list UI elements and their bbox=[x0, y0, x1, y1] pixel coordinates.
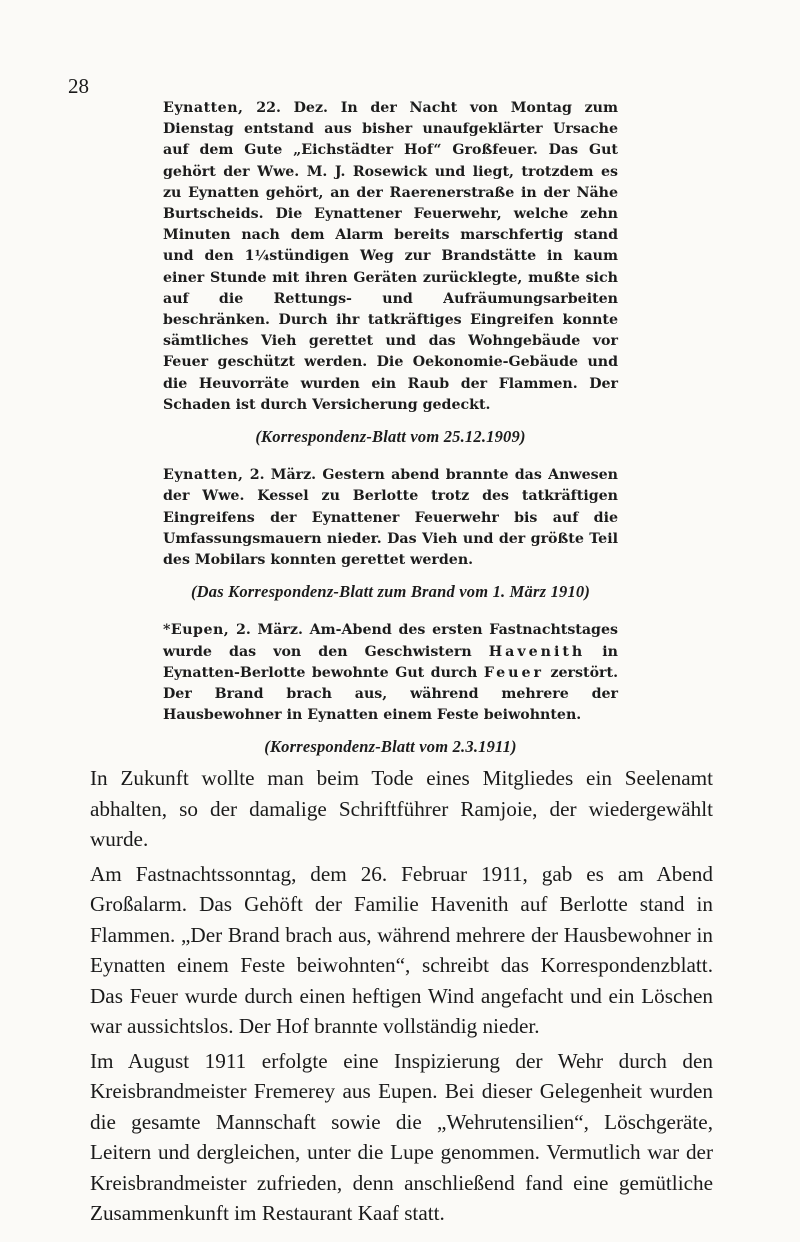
clipping-3-place: *Eupen, bbox=[163, 622, 230, 639]
clipping-3-body-a: 2. März. Am-Abend des ersten Fastnachtstages wurde das von den Geschwistern bbox=[163, 622, 618, 660]
clipping-3-body-b: in Eynatten-Berlotte bewohnte Gut durch bbox=[163, 643, 618, 681]
clipping-2-caption: (Das Korrespondenz-Blatt zum Brand vom 1. März 1910) bbox=[190, 582, 591, 602]
clipping-3-word-feuer: Feuer bbox=[483, 664, 544, 681]
clipping-2-text bbox=[163, 465, 618, 571]
clipping-3-body-c: zerstört. Der Brand brach aus, während mehrere der Hausbewohner in Eynatten einem Feste beiwohnten. bbox=[163, 664, 619, 724]
clipping-3-text bbox=[163, 620, 618, 726]
clipping-2-place: Eynatten, bbox=[163, 467, 244, 484]
clipping-2-body: 2. März. Gestern abend brannte das Anwesen der Wwe. Kessel zu Berlotte trotz des tatkräftigen Eingreifens der Eynattener Feuerwehr bis auf die Umfassungsmauern nieder. Das Vieh und der größte Teil des Mobilars konnten gerettet werden. bbox=[163, 467, 618, 569]
body-paragraph-2: Am Fastnachtssonntag, dem 26. Februar 1911, gab es am Abend Großalarm. Das Gehöft der Familie Havenith auf Berlotte stand in Flammen. „Der Brand brach aus, während mehrere der Hausbewohner in Eynatten einem Feste beiwohnten“, schreibt das Korrespondenzblatt. Das Feuer wurde durch einen heftigen Wind angefacht und ein Löschen war aussichtslos. Der Hof brannte vollständig nieder. bbox=[90, 861, 713, 1038]
clipping-3-name-havenith: Havenith bbox=[488, 643, 586, 660]
clipping-1-body: 22. Dez. In der Nacht von Montag zum Dienstag entstand aus bisher unaufgeklärter Ursache auf dem Gute „Eichstädter Hof“ Großfeuer. Das Gut gehört der Wwe. M. J. Rosewick und liegt, trotzdem es zu Eynatten gehört, an der Raerenerstraße in der Nähe Burtscheids. Die Eynattener Feuerwehr, welche zehn Minuten nach dem Alarm bereits marschfertig stand und den 1¼stündigen Weg zur Brandstätte in kaum einer Stunde mit ihren Geräten zurücklegte, mußte sich auf die Rettungs- und Aufräumungsarbeiten beschränken. Durch ihr tatkräftiges Eingreifen konnte sämtliches Vieh gerettet und das Wohngebäude vor Feuer geschützt werden. Die Oekonomie-Gebäude und die Heuvorräte wurden ein Raub der Flammen. Der Schaden ist durch Versicherung gedeckt. bbox=[163, 100, 618, 413]
clipping-1-text bbox=[163, 98, 618, 416]
newspaper-clippings bbox=[163, 98, 618, 776]
body-paragraph-1: In Zukunft wollte man beim Tode eines Mitgliedes ein Seelenamt abhalten, so der damalige Schriftführer Ramjoie, der wiedergewählt wurde. bbox=[90, 766, 713, 851]
body-text bbox=[90, 763, 713, 1229]
clipping-1-caption: (Korrespondenz-Blatt vom 25.12.1909) bbox=[255, 427, 526, 447]
page-number: 28 bbox=[68, 74, 89, 98]
clipping-1-place: Eynatten, bbox=[163, 100, 244, 116]
clipping-3-caption: (Korrespondenz-Blatt vom 2.3.1911) bbox=[264, 737, 517, 757]
body-paragraph-3: Im August 1911 erfolgte eine Inspizierung der Wehr durch den Kreisbrandmeister Fremerey aus Eupen. Bei dieser Gelegenheit wurden die gesamte Mannschaft sowie die „Wehrutensilien“, Löschgeräte, Leitern und dergleichen, unter die Lupe genommen. Vermutlich war der Kreisbrandmeister zufrieden, denn anschließend fand eine gemütliche Zusammenkunft im Restaurant Kaaf statt. bbox=[90, 1048, 713, 1225]
